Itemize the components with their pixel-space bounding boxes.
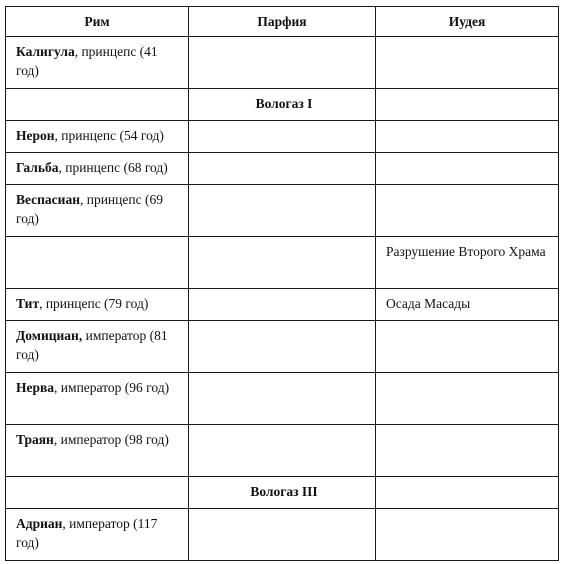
ruler-name: Адриан <box>16 516 63 531</box>
parthia-cell <box>189 153 376 185</box>
judea-cell <box>376 509 559 561</box>
table-row <box>6 89 559 121</box>
table-row <box>6 373 559 425</box>
judea-cell: Разрушение Второго Храма <box>376 237 559 289</box>
judea-cell <box>376 89 559 121</box>
parthia-cell: Вологаз I <box>189 89 376 121</box>
ruler-name: Калигула <box>16 44 75 59</box>
ruler-name: Нерва <box>16 380 55 395</box>
ruler-name: Тит <box>16 296 40 311</box>
table-row <box>6 321 559 373</box>
judea-cell <box>376 37 559 89</box>
rome-cell <box>6 373 189 425</box>
ruler-name: Гальба <box>16 160 59 175</box>
ruler-name: Траян <box>16 432 54 447</box>
ruler-detail: , принцепс (54 год) <box>54 128 164 143</box>
table-row <box>6 121 559 153</box>
ruler-name: Домициан, <box>16 328 83 343</box>
table-row <box>6 425 559 477</box>
table-row <box>6 185 559 237</box>
ruler-detail: , принцепс (69 год) <box>16 192 163 226</box>
rome-cell <box>6 289 189 321</box>
rome-cell <box>6 425 189 477</box>
parthia-cell <box>189 321 376 373</box>
ruler-detail: , император (117 год) <box>16 516 158 550</box>
parthia-cell <box>189 289 376 321</box>
ruler-detail: , принцепс (79 год) <box>39 296 149 311</box>
ruler-name: Нерон <box>16 128 55 143</box>
rome-cell <box>6 121 189 153</box>
ruler-detail: , принцепс (68 год) <box>58 160 168 175</box>
header-judea: Иудея <box>376 7 559 37</box>
judea-cell <box>376 425 559 477</box>
ruler-detail: , принцепс (41 год) <box>16 44 158 78</box>
rome-cell <box>6 89 189 121</box>
rome-cell <box>6 185 189 237</box>
judea-cell <box>376 153 559 185</box>
rome-cell <box>6 321 189 373</box>
rome-cell <box>6 37 189 89</box>
header-row <box>6 7 559 37</box>
parthia-cell: Вологаз III <box>189 477 376 509</box>
rome-cell <box>6 153 189 185</box>
ruler-detail: , император (96 год) <box>54 380 170 395</box>
parthia-cell <box>189 509 376 561</box>
rome-cell <box>6 237 189 289</box>
ruler-detail: император (81 год) <box>16 328 168 362</box>
parthia-cell <box>189 121 376 153</box>
rome-cell <box>6 509 189 561</box>
header-rome: Рим <box>6 7 189 37</box>
judea-cell <box>376 477 559 509</box>
judea-cell <box>376 185 559 237</box>
judea-cell <box>376 321 559 373</box>
table-row <box>6 153 559 185</box>
chronology-table <box>5 6 559 561</box>
table-row <box>6 509 559 561</box>
parthia-cell <box>189 37 376 89</box>
rome-cell <box>6 477 189 509</box>
parthia-cell <box>189 425 376 477</box>
judea-cell: Осада Масады <box>376 289 559 321</box>
ruler-detail: , император (98 год) <box>53 432 169 447</box>
table-row <box>6 477 559 509</box>
judea-cell <box>376 121 559 153</box>
header-parthia: Парфия <box>189 7 376 37</box>
parthia-cell <box>189 373 376 425</box>
judea-cell <box>376 373 559 425</box>
parthia-cell <box>189 237 376 289</box>
table-row <box>6 289 559 321</box>
ruler-name: Веспасиан <box>16 192 80 207</box>
table-row <box>6 237 559 289</box>
table-row <box>6 37 559 89</box>
parthia-cell <box>189 185 376 237</box>
